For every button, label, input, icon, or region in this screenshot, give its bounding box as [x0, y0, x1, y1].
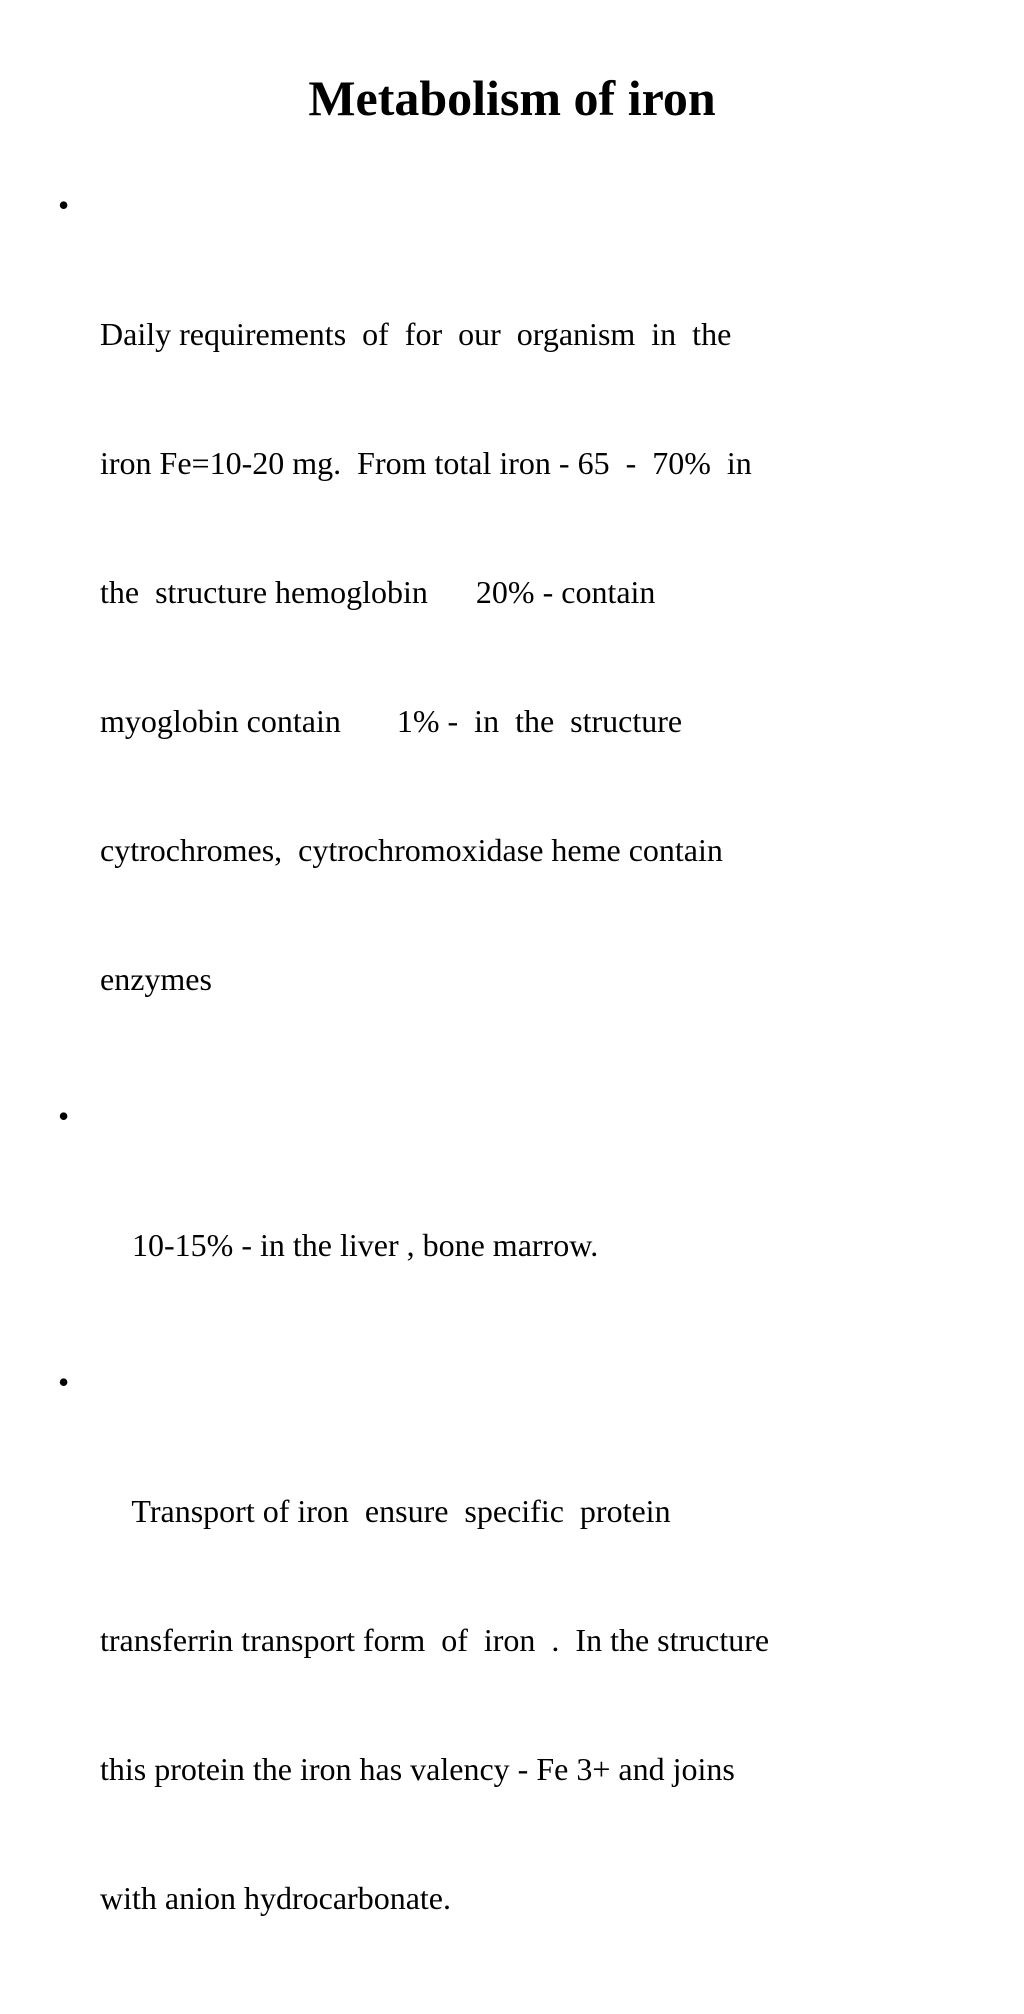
bullet-icon: • — [58, 1098, 70, 1134]
bullet-text-line: the structure hemoglobin 20% - contain — [100, 574, 656, 610]
bullet-icon: • — [58, 1364, 70, 1400]
bullet-text-line: with anion hydrocarbonate. — [100, 1880, 451, 1916]
bullet-text-line: transferrin transport form of iron . In the structure — [100, 1622, 770, 1658]
bullet-item — [0, 1361, 940, 2006]
bullet-text-line: Transport of iron ensure specific protein — [100, 1493, 671, 1529]
bullet-item — [0, 1095, 940, 1353]
bullet-text-line: myoglobin contain 1% - in the structure — [100, 703, 683, 739]
bullet-text-line: Daily requirements of for our organism in the — [100, 316, 732, 352]
bullet-text-line: iron Fe=10-20 mg. From total iron - 65 - 70% in — [100, 445, 752, 481]
slide-title: Metabolism of iron — [308, 70, 716, 126]
bullet-text-line: enzymes — [100, 961, 212, 997]
bullet-text-line: this protein the iron has valency - Fe 3+ and joins — [100, 1751, 735, 1787]
bullet-list — [0, 184, 1024, 2014]
bullet-item — [0, 184, 940, 1087]
bullet-text-line: 10-15% - in the liver , bone marrow. — [100, 1227, 599, 1263]
bullet-icon: • — [58, 187, 70, 223]
bullet-text-line: cytrochromes, cytrochromoxidase heme contain — [100, 832, 723, 868]
